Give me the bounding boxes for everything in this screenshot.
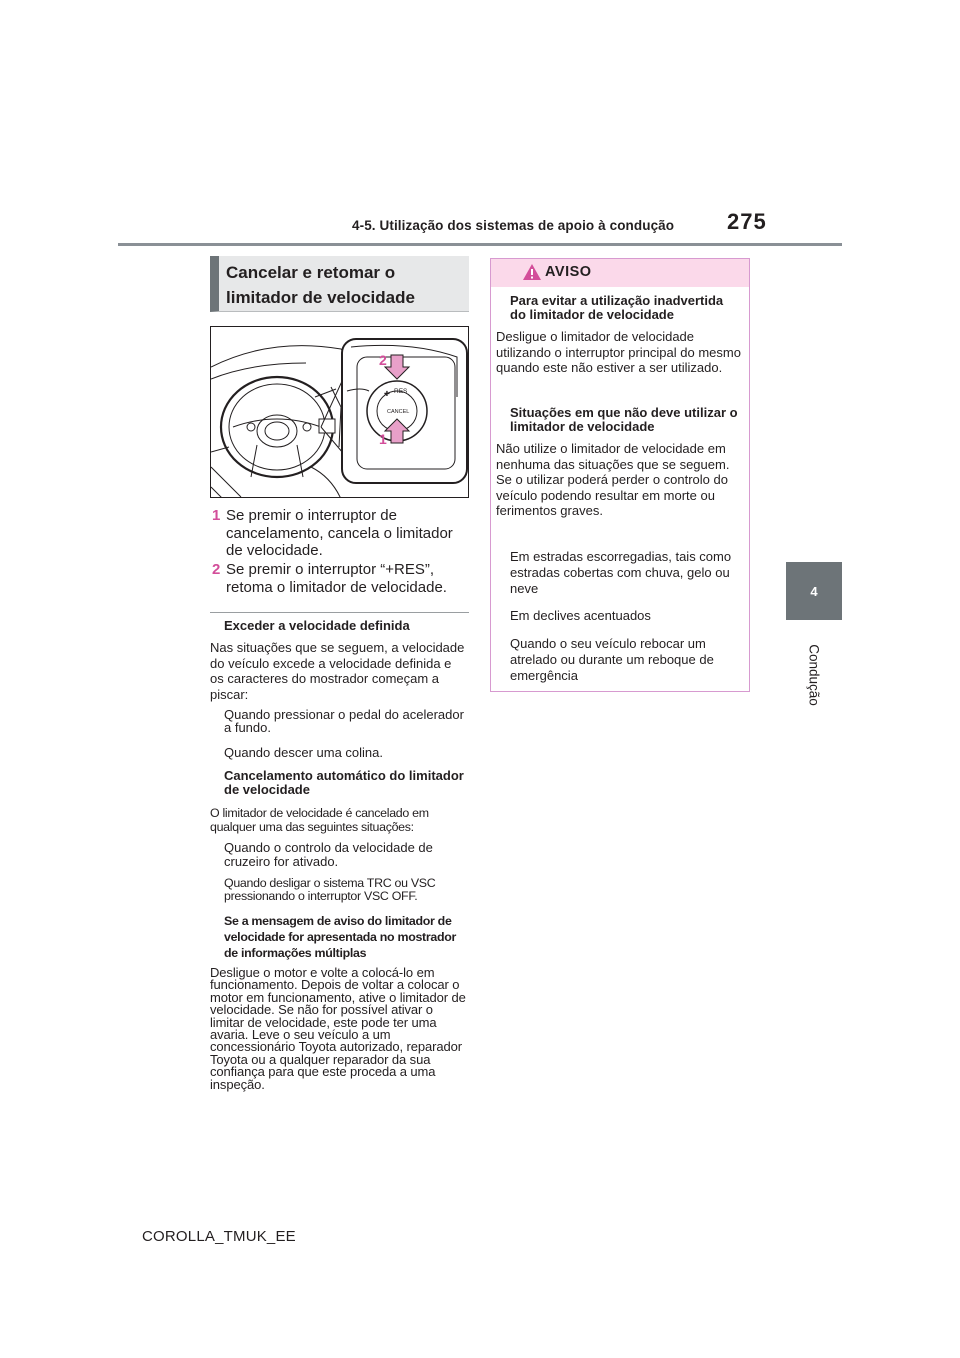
paragraph-warning-message: Desligue o motor e volte a colocá-lo em funcionamento. Depois de voltar a colocar o motor em funcionamento, ative o limitador de velocidade. Se não for possível ativar o limitar de velocidade, este pode ter uma avaria. Leve o seu veículo a um concessionário Toyota autorizado, reparador Toyota ou a qualquer reparador da sua confiança para que este proceda a uma inspeção. (210, 965, 466, 1092)
warning-list-item: Em estradas escorregadias, tais como estradas cobertas com chuva, gelo ou neve (510, 549, 732, 596)
document-code: COROLLA_TMUK_EE (142, 1228, 296, 1245)
list-item: Quando descer uma colina. (224, 745, 383, 760)
callout-1: 1 (379, 431, 387, 447)
warning-box-header (491, 259, 749, 287)
steering-switch-illustration (210, 326, 469, 498)
warning-subheading: Situações em que não deve utilizar o limitador de velocidade (510, 405, 738, 434)
cancel-label: CANCEL (387, 409, 410, 415)
step-item (212, 561, 470, 596)
warning-triangle-icon (522, 263, 542, 281)
step-text: Se premir o interruptor “+RES”, retoma o limitador de velocidade. (226, 561, 447, 596)
list-item: Quando desligar o sistema TRC ou VSC pressionando o interruptor VSC OFF. (224, 876, 436, 903)
warning-subheading: Para evitar a utilização inadvertida do limitador de velocidade (510, 293, 724, 322)
section-heading-box (210, 256, 469, 312)
divider (210, 612, 469, 613)
list-item: Quando o controlo da velocidade de cruzeiro for ativado. (224, 840, 433, 869)
warning-title: AVISO (545, 264, 592, 280)
paragraph-auto-cancel: O limitador de velocidade é cancelado em qualquer uma das seguintes situações: (210, 806, 429, 834)
subheading-exceed: Exceder a velocidade definida (224, 618, 410, 633)
svg-text:✚: ✚ (384, 391, 390, 398)
paragraph-exceed: Nas situações que se seguem, a velocidade do veículo excede a velocidade definida e os caracteres do mostrador começam a piscar: (210, 640, 465, 702)
running-header-title: 4-5. Utilização dos sistemas de apoio à condução (352, 218, 675, 233)
warning-list-item: Em declives acentuados (510, 608, 651, 623)
step-number: 2 (212, 561, 221, 578)
chapter-tab: 4 (786, 562, 842, 620)
step-number: 1 (212, 507, 221, 524)
warning-paragraph: Desligue o limitador de velocidade utilizando o interruptor principal do mesmo quando este não estiver a ser utilizado. (496, 329, 741, 375)
warning-list-item: Quando o seu veículo rebocar um atrelado ou durante um reboque de emergência (510, 636, 714, 683)
res-label: RES (394, 388, 408, 395)
page-number: 275 (727, 209, 767, 234)
steering-wheel-drawing (211, 327, 469, 498)
list-item: Quando pressionar o pedal do acelerador a fundo. (224, 707, 464, 735)
chapter-label: Condução (806, 644, 822, 706)
header-rule (118, 243, 842, 246)
subheading-warning-message: Se a mensagem de aviso do limitador de velocidade for apresentada no mostrador de informações múltiplas (224, 914, 457, 960)
subheading-auto-cancel: Cancelamento automático do limitador de velocidade (224, 768, 464, 797)
callout-2: 2 (379, 352, 387, 368)
section-heading: Cancelar e retomar o limitador de velocidade (226, 263, 415, 307)
warning-paragraph: Não utilize o limitador de velocidade em nenhuma das situações que se seguem. Se o utilizar poderá perder o controlo do veículo podendo resultar em morte ou ferimentos graves. (496, 441, 730, 518)
step-text: Se premir o interruptor de cancelamento, cancela o limitador de velocidade. (226, 507, 453, 559)
step-item (212, 507, 470, 560)
